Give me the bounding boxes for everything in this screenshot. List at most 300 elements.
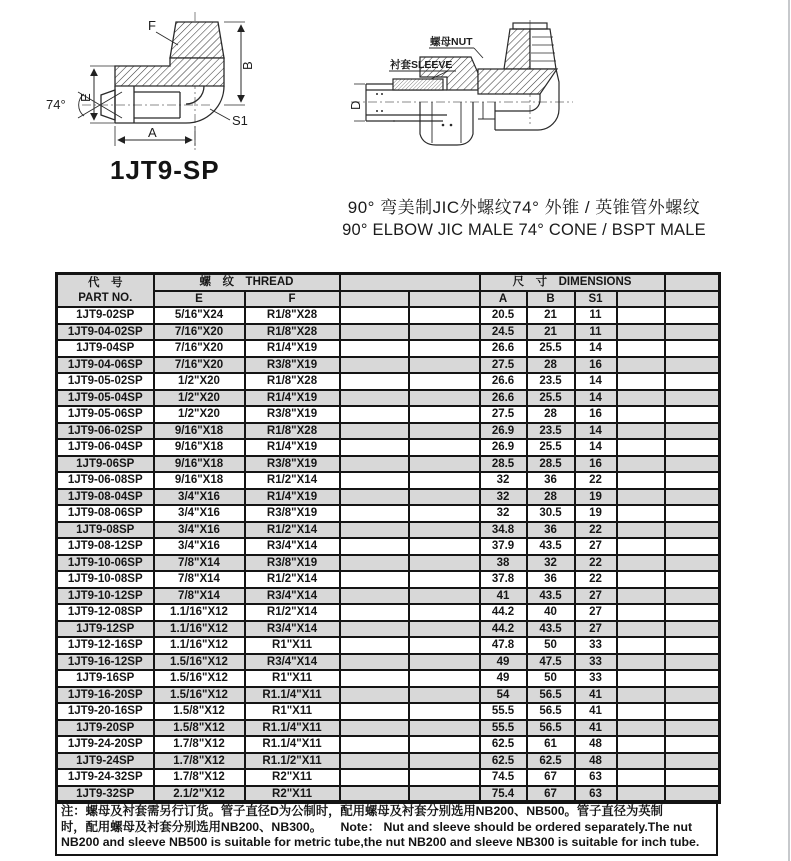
cell-blank [617,505,665,522]
cell-blank [340,472,409,489]
label-angle-74: 74° [46,97,66,112]
cell-thread-f: R3/4"X14 [245,654,340,671]
header-col-e: E [154,291,245,308]
cell-blank [340,720,409,737]
nut-center-dots [442,124,453,127]
cell-thread-f: R1/2"X14 [245,571,340,588]
cell-part-no: 1JT9-06-02SP [57,423,154,440]
cell-thread-f: R1/8"X28 [245,423,340,440]
cell-blank [409,555,480,572]
cell-thread-e: 1.5/8"X12 [154,703,245,720]
cell-thread-f: R3/8"X19 [245,456,340,473]
table-row [57,621,720,638]
cell-thread-e: 5/16"X24 [154,307,245,324]
cell-dim-a: 49 [480,654,527,671]
cell-blank [665,588,720,605]
cell-blank [665,373,720,390]
cell-dim-b: 28.5 [527,456,575,473]
cell-part-no: 1JT9-08-12SP [57,538,154,555]
assembly-diagram [343,12,583,160]
note-line: 注：螺母及衬套需另行订货。管子直径D为公制时，配用螺母及衬套分别选用NB200、NB500。管子直径为英制 [61,804,663,818]
cell-dim-b: 50 [527,637,575,654]
cell-blank [665,307,720,324]
cell-thread-f: R2"X11 [245,786,340,803]
cell-dim-a: 27.5 [480,357,527,374]
cell-thread-f: R3/8"X19 [245,505,340,522]
cell-part-no: 1JT9-10-08SP [57,571,154,588]
cell-blank [665,720,720,737]
label-b: B [240,61,255,70]
table-row [57,472,720,489]
label-sleeve: 衬套SLEEVE [390,59,453,71]
cell-blank [409,522,480,539]
cell-dim-b: 67 [527,769,575,786]
cell-blank [409,357,480,374]
cell-thread-f: R1/8"X28 [245,307,340,324]
cell-dim-a: 37.8 [480,571,527,588]
cell-dim-s1: 27 [575,538,617,555]
cell-blank [409,604,480,621]
cell-dim-s1: 16 [575,357,617,374]
cell-dim-a: 26.6 [480,373,527,390]
header-col-s1: S1 [575,291,617,308]
elbow-section-diagram [38,6,308,158]
table-row [57,571,720,588]
label-f: F [148,18,156,33]
cell-thread-e: 1.5/16"X12 [154,654,245,671]
cell-blank [617,489,665,506]
cell-blank [617,340,665,357]
cell-dim-b: 62.5 [527,753,575,770]
cell-dim-b: 32 [527,555,575,572]
cell-dim-s1: 41 [575,703,617,720]
cell-blank [340,357,409,374]
cell-dim-s1: 14 [575,340,617,357]
cell-dim-s1: 22 [575,522,617,539]
title-english: 90° ELBOW JIC MALE 74° CONE / BSPT MALE [342,221,706,239]
cell-blank [409,654,480,671]
cell-blank [665,423,720,440]
cell-blank [665,340,720,357]
cell-blank [340,324,409,341]
cell-blank [340,373,409,390]
table-row [57,670,720,687]
table-row [57,357,720,374]
cell-dim-a: 34.8 [480,522,527,539]
cell-thread-f: R1/2"X14 [245,604,340,621]
cell-dim-s1: 14 [575,373,617,390]
cell-blank [617,588,665,605]
cell-dim-b: 25.5 [527,390,575,407]
cell-blank [409,538,480,555]
cell-part-no: 1JT9-08-06SP [57,505,154,522]
table-header-row-1 [57,274,720,291]
cell-part-no: 1JT9-16-12SP [57,654,154,671]
header-col-blank [665,291,720,308]
cell-dim-b: 23.5 [527,373,575,390]
cell-blank [340,687,409,704]
header-col-blank [409,291,480,308]
cell-thread-f: R3/8"X19 [245,406,340,423]
cell-blank [665,406,720,423]
cell-dim-b: 67 [527,786,575,803]
cell-dim-b: 36 [527,522,575,539]
cell-blank [340,307,409,324]
cell-part-no: 1JT9-12-16SP [57,637,154,654]
page-edge-line [788,0,790,861]
cell-blank [617,390,665,407]
cell-thread-e: 7/8"X14 [154,571,245,588]
cell-part-no: 1JT9-04SP [57,340,154,357]
note-line: NB200 and sleeve NB500 is suitable for metric tube,the nut NB200 and sleeve NB300 is suitable for inch tube. [61,835,700,850]
header-blank-left [340,274,480,291]
cell-thread-f: R1.1/4"X11 [245,687,340,704]
cell-blank [409,423,480,440]
cell-blank [665,472,720,489]
cell-dim-a: 26.6 [480,390,527,407]
cell-dim-a: 32 [480,489,527,506]
cell-thread-f: R1"X11 [245,670,340,687]
elbow-body-shape [478,23,559,130]
header-thread: 螺 纹 THREAD [154,274,340,291]
cell-blank [617,456,665,473]
cell-blank [617,439,665,456]
header-part-no-en: PART NO. [78,291,133,304]
cell-thread-e: 1/2"X20 [154,390,245,407]
cell-part-no: 1JT9-20SP [57,720,154,737]
cell-blank [617,703,665,720]
cell-blank [665,439,720,456]
cell-blank [665,670,720,687]
cell-thread-e: 1.5/16"X12 [154,670,245,687]
cell-thread-f: R1.1/4"X11 [245,736,340,753]
table-row [57,538,720,555]
cell-thread-f: R1/4"X19 [245,340,340,357]
cell-dim-a: 24.5 [480,324,527,341]
table-row [57,703,720,720]
cell-blank [340,604,409,621]
cell-thread-f: R1/8"X28 [245,373,340,390]
cell-blank [340,703,409,720]
cell-thread-e: 9/16"X18 [154,456,245,473]
cell-part-no: 1JT9-24SP [57,753,154,770]
cell-part-no: 1JT9-06-04SP [57,439,154,456]
cell-part-no: 1JT9-10-12SP [57,588,154,605]
cell-thread-f: R3/4"X14 [245,621,340,638]
cell-thread-e: 9/16"X18 [154,439,245,456]
cell-dim-a: 75.4 [480,786,527,803]
cell-dim-b: 56.5 [527,720,575,737]
title-chinese: 90° 弯美制JIC外螺纹74° 外锥 / 英锥管外螺纹 [347,198,701,217]
cell-blank [665,571,720,588]
table-row [57,753,720,770]
cell-blank [340,538,409,555]
cell-part-no: 1JT9-24-32SP [57,769,154,786]
cell-dim-s1: 16 [575,456,617,473]
cell-thread-e: 1.7/8"X12 [154,753,245,770]
cell-dim-b: 36 [527,571,575,588]
cell-blank [617,522,665,539]
cell-blank [340,736,409,753]
table-body [57,307,720,803]
cell-dim-a: 44.2 [480,604,527,621]
cell-dim-s1: 33 [575,654,617,671]
cell-blank [409,324,480,341]
cell-thread-f: R1.1/2"X11 [245,753,340,770]
cell-blank [409,307,480,324]
cell-blank [340,456,409,473]
cell-thread-e: 2.1/2"X12 [154,786,245,803]
cell-blank [409,769,480,786]
product-titles [323,196,725,241]
cell-blank [617,687,665,704]
table-row [57,423,720,440]
cell-dim-s1: 27 [575,604,617,621]
cell-blank [340,571,409,588]
cell-blank [409,489,480,506]
cell-blank [409,505,480,522]
cell-blank [340,390,409,407]
cell-dim-b: 28 [527,406,575,423]
cell-blank [340,654,409,671]
table-row [57,654,720,671]
cell-part-no: 1JT9-24-20SP [57,736,154,753]
cell-thread-f: R3/4"X14 [245,588,340,605]
cell-blank [617,571,665,588]
table-row [57,340,720,357]
cell-thread-f: R1"X11 [245,703,340,720]
cell-thread-f: R3/8"X19 [245,357,340,374]
cell-blank [617,538,665,555]
cell-dim-s1: 63 [575,769,617,786]
cell-thread-f: R1/2"X14 [245,522,340,539]
cell-dim-a: 44.2 [480,621,527,638]
cell-dim-b: 56.5 [527,687,575,704]
cell-dim-b: 50 [527,670,575,687]
cell-blank [617,472,665,489]
cell-thread-f: R3/8"X19 [245,555,340,572]
label-a: A [148,125,157,140]
cell-part-no: 1JT9-06-08SP [57,472,154,489]
cell-dim-s1: 22 [575,555,617,572]
cell-dim-s1: 48 [575,736,617,753]
cell-blank [409,406,480,423]
model-label: 1JT9-SP [110,155,220,185]
cell-thread-f: R1/2"X14 [245,472,340,489]
cell-dim-a: 32 [480,472,527,489]
cell-blank [340,439,409,456]
cell-thread-f: R1/8"X28 [245,324,340,341]
cell-part-no: 1JT9-12-08SP [57,604,154,621]
cell-part-no: 1JT9-04-02SP [57,324,154,341]
cell-dim-a: 27.5 [480,406,527,423]
cell-dim-s1: 22 [575,472,617,489]
cell-dim-a: 37.9 [480,538,527,555]
cell-blank [665,637,720,654]
cell-part-no: 1JT9-04-06SP [57,357,154,374]
spec-table [55,272,721,804]
cell-dim-s1: 14 [575,423,617,440]
cell-blank [665,654,720,671]
table-row [57,324,720,341]
cell-blank [340,769,409,786]
cell-blank [409,637,480,654]
header-col-blank [617,291,665,308]
cell-blank [617,555,665,572]
cell-thread-e: 9/16"X18 [154,472,245,489]
cell-blank [340,555,409,572]
cell-thread-e: 7/16"X20 [154,357,245,374]
cell-dim-b: 43.5 [527,588,575,605]
label-s1: S1 [232,113,248,128]
cell-dim-b: 28 [527,357,575,374]
cell-dim-s1: 33 [575,637,617,654]
cell-part-no: 1JT9-05-04SP [57,390,154,407]
cell-dim-b: 40 [527,604,575,621]
cell-blank [340,505,409,522]
cell-part-no: 1JT9-05-06SP [57,406,154,423]
cell-blank [409,670,480,687]
cell-part-no: 1JT9-32SP [57,786,154,803]
cell-blank [617,357,665,374]
table-row [57,588,720,605]
cell-dim-a: 26.6 [480,340,527,357]
cell-part-no: 1JT9-16-20SP [57,687,154,704]
cell-part-no: 1JT9-02SP [57,307,154,324]
cell-dim-s1: 27 [575,621,617,638]
cell-thread-f: R1"X11 [245,637,340,654]
cell-thread-e: 1.7/8"X12 [154,769,245,786]
cell-blank [617,654,665,671]
elbow-body-outline [101,22,224,123]
table-row [57,720,720,737]
cell-thread-e: 1.7/8"X12 [154,736,245,753]
cell-dim-a: 55.5 [480,720,527,737]
cell-blank [409,687,480,704]
cell-blank [617,621,665,638]
cell-thread-e: 1.1/16"X12 [154,621,245,638]
cell-dim-s1: 19 [575,489,617,506]
table-row [57,687,720,704]
cell-part-no: 1JT9-10-06SP [57,555,154,572]
cell-blank [665,357,720,374]
cell-dim-b: 30.5 [527,505,575,522]
table-row [57,406,720,423]
cell-thread-e: 1.5/16"X12 [154,687,245,704]
cell-blank [340,637,409,654]
cell-blank [340,621,409,638]
cell-blank [617,307,665,324]
cell-thread-e: 1.1/16"X12 [154,604,245,621]
table-row [57,390,720,407]
cell-blank [665,769,720,786]
table-row [57,736,720,753]
cell-dim-s1: 14 [575,390,617,407]
cell-blank [665,753,720,770]
cell-blank [340,522,409,539]
cell-blank [665,456,720,473]
cell-dim-a: 74.5 [480,769,527,786]
cell-dim-b: 21 [527,307,575,324]
cell-thread-e: 3/4"X16 [154,538,245,555]
cell-blank [409,753,480,770]
cell-dim-b: 25.5 [527,439,575,456]
table-row [57,637,720,654]
table-row [57,769,720,786]
header-dimensions: 尺 寸 DIMENSIONS [480,274,665,291]
cell-blank [409,390,480,407]
cell-thread-f: R2"X11 [245,769,340,786]
cell-blank [617,324,665,341]
cell-dim-a: 62.5 [480,753,527,770]
header-col-f: F [245,291,340,308]
cell-dim-s1: 27 [575,588,617,605]
header-blank-right [665,274,720,291]
cell-part-no: 1JT9-05-02SP [57,373,154,390]
header-col-b: B [527,291,575,308]
cell-dim-s1: 63 [575,786,617,803]
cell-dim-a: 26.9 [480,423,527,440]
cell-thread-e: 1/2"X20 [154,373,245,390]
table-row [57,373,720,390]
table-row [57,505,720,522]
cell-dim-s1: 48 [575,753,617,770]
cell-thread-e: 7/16"X20 [154,340,245,357]
cell-blank [409,456,480,473]
cell-blank [340,753,409,770]
cell-blank [340,670,409,687]
cell-blank [409,571,480,588]
cell-dim-s1: 14 [575,439,617,456]
cell-dim-s1: 11 [575,324,617,341]
label-e: E [78,93,93,102]
cell-part-no: 1JT9-08-04SP [57,489,154,506]
cell-dim-a: 49 [480,670,527,687]
cell-blank [665,324,720,341]
table-row [57,555,720,572]
cell-blank [617,604,665,621]
cell-dim-a: 62.5 [480,736,527,753]
cell-blank [409,621,480,638]
header-col-a: A [480,291,527,308]
cell-dim-b: 28 [527,489,575,506]
cell-blank [665,621,720,638]
cell-part-no: 1JT9-20-16SP [57,703,154,720]
cell-thread-e: 7/8"X14 [154,555,245,572]
cell-dim-a: 54 [480,687,527,704]
table-row [57,489,720,506]
note-line: 时，配用螺母及衬套分别选用NB200、NB300。 Note： Nut and sleeve should be ordered separately.The nut [61,819,693,834]
cell-dim-b: 25.5 [527,340,575,357]
cell-dim-b: 36 [527,472,575,489]
cell-blank [617,637,665,654]
cell-thread-e: 1.5/8"X12 [154,720,245,737]
cell-dim-a: 32 [480,505,527,522]
cell-blank [617,769,665,786]
cell-blank [665,522,720,539]
cell-blank [617,423,665,440]
cell-blank [340,588,409,605]
cell-blank [617,736,665,753]
cell-blank [665,703,720,720]
cell-thread-f: R3/4"X14 [245,538,340,555]
cell-dim-s1: 16 [575,406,617,423]
cell-blank [340,340,409,357]
cell-dim-s1: 33 [575,670,617,687]
table-row [57,456,720,473]
cell-dim-a: 55.5 [480,703,527,720]
cell-dim-b: 43.5 [527,538,575,555]
